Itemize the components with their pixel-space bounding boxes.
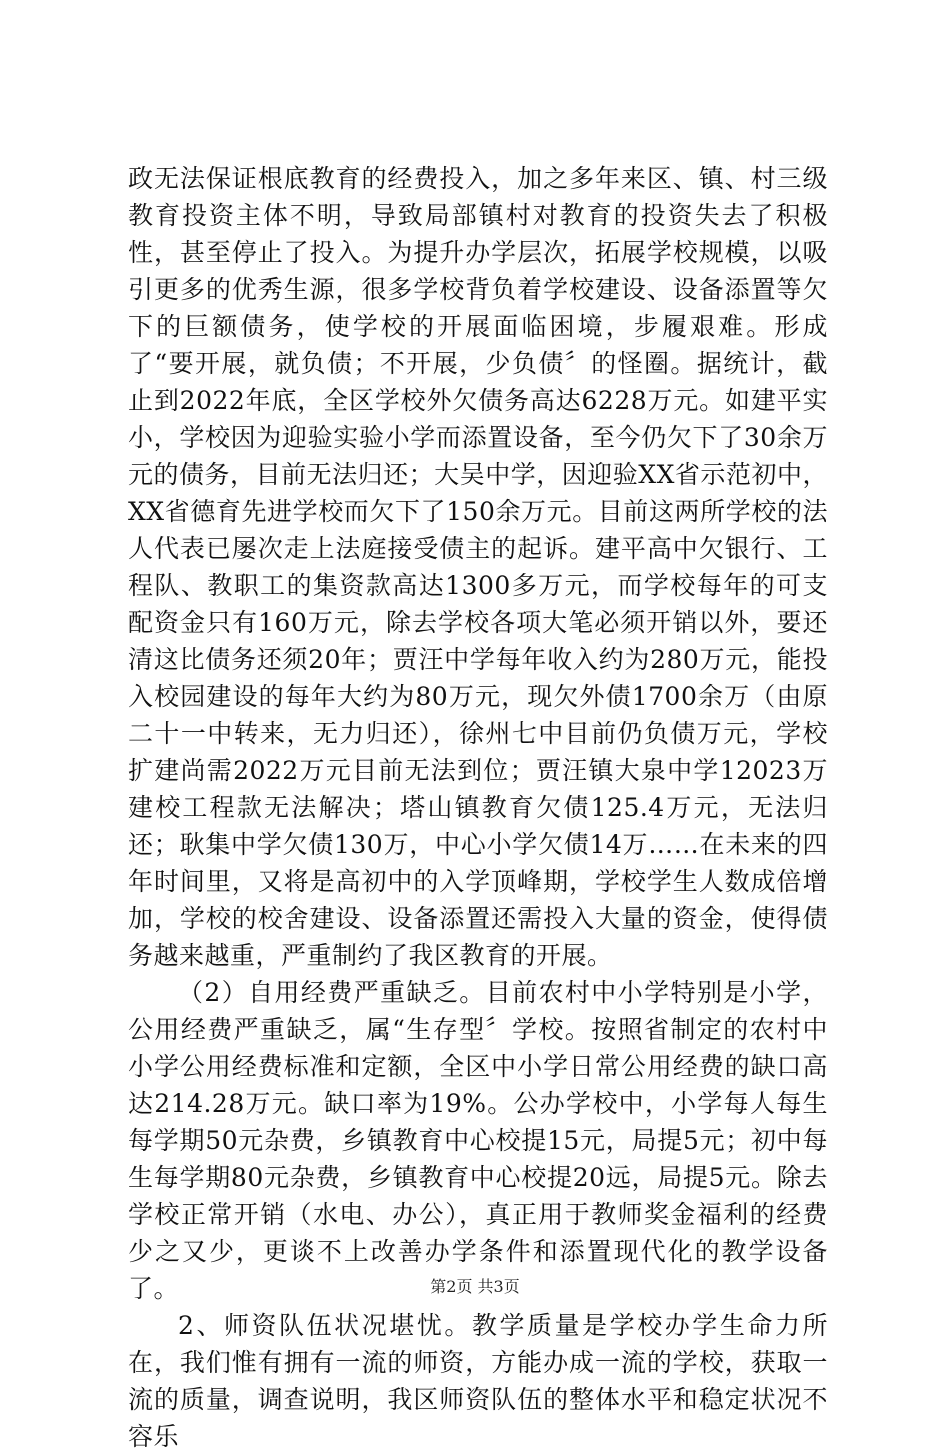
page-footer: 第2页 共3页 xyxy=(430,1277,520,1296)
document-body xyxy=(128,160,828,1455)
paragraph-operating-funds: （2）自用经费严重缺乏。目前农村中小学特别是小学，公用经费严重缺乏，属“生存型〞学校。按照省制定的农村中小学公用经费标准和定额，全区中小学日常公用经费的缺口高达214.28万元。缺口率为19%。公办学校中，小学每人每生每学期50元杂费，乡镇教育中心校提15元，局提5元；初中每生每学期80元杂费，乡镇教育中心校提20远，局提5元。除去学校正常开销（水电、办公），真正用于教师奖金福利的经费少之又少，更谈不上改善办学条件和添置现代化的教学设备了。 xyxy=(128,978,828,1303)
paragraph-teaching-staff: 2、师资队伍状况堪忧。教学质量是学校办学生命力所在，我们惟有拥有一流的师资，方能办成一流的学校，获取一流的质量，调查说明，我区师资队伍的整体水平和稳定状况不容乐 xyxy=(128,1311,828,1451)
paragraph-debt: 政无法保证根底教育的经费投入，加之多年来区、镇、村三级教育投资主体不明，导致局部镇村对教育的投资失去了积极性，甚至停止了投入。为提升办学层次，拓展学校规模，以吸引更多的优秀生源，很多学校背负着学校建设、设备添置等欠下的巨额债务，使学校的开展面临困境，步履艰难。形成了“要开展，就负债；不开展，少负债〞的怪圈。据统计，截止到2022年底，全区学校外欠债务高达6228万元。如建平实小，学校因为迎验实验小学而添置设备，至今仍欠下了30余万元的债务，目前无法归还；大吴中学，因迎验XX省示范初中，XX省德育先进学校而欠下了150余万元。目前这两所学校的法人代表已屡次走上法庭接受债主的起诉。建平高中欠银行、工程队、教职工的集资款高达1300多万元，而学校每年的可支配资金只有160万元，除去学校各项大笔必须开销以外，要还清这比债务还须20年；贾汪中学每年收入约为280万元，能投入校园建设的每年大约为80万元，现欠外债1700余万（由原二十一中转来，无力归还），徐州七中目前仍负债万元，学校扩建尚需2022万元目前无法到位；贾汪镇大泉中学12023万建校工程款无法解决；塔山镇教育欠债125.4万元，无法归还；耿集中学欠债130万，中心小学欠债14万……在未来的四年时间里，又将是高初中的入学顶峰期，学校学生人数成倍增加，学校的校舍建设、设备添置还需投入大量的资金，使得债务越来越重，严重制约了我区教育的开展。 xyxy=(128,164,828,970)
